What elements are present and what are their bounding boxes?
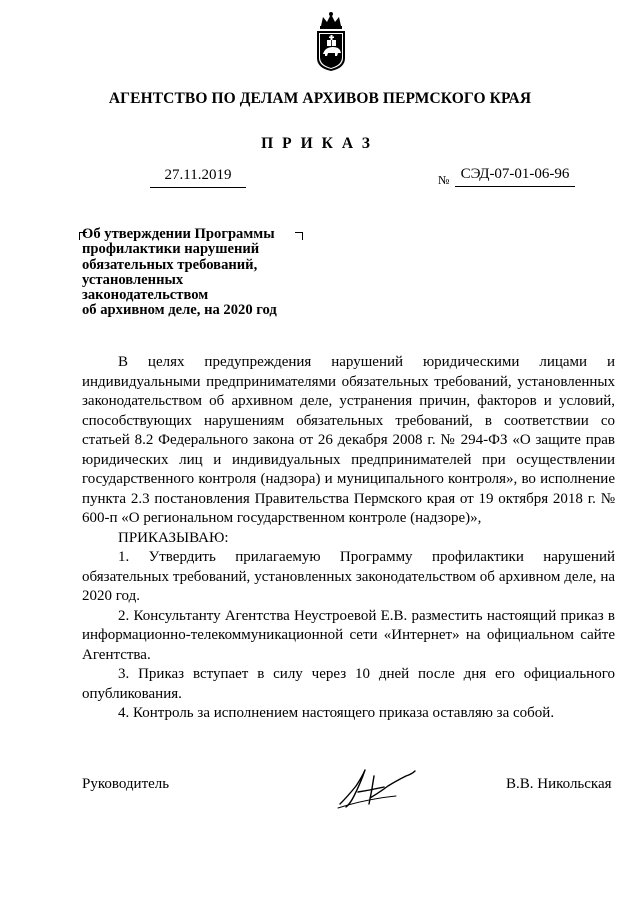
order-date: 27.11.2019 [150, 167, 246, 188]
number-sign: № [438, 173, 450, 187]
order-item: 4. Контроль за исполнением настоящего приказа оставляю за собой. [118, 705, 555, 721]
title-line: законодательством [82, 287, 209, 304]
order-item: 2. Консультанту Агентства Неустроевой Е.В. разместить настоящий приказ в информационно-телекоммуникационной сети «Интернет» на официальном сайте Агентства. [82, 607, 615, 663]
preamble-paragraph: В целях предупреждения нарушений юридическими лицами и индивидуальными предпринимателями обязательных требований, установленных законодательством об архивном деле, устранения причин, факторов и условий, способствующих нарушениям обязательных требований, в соответствии со статьей 8.2 Федерального закона от 26 декабря 2008 г. № 294-ФЗ «О защите прав юридических лиц и индивидуальных предпринимателей при осуществлении государственного контроля (надзора) и муниципального контроля», во исполнение пункта 2.3 постановления Правительства Пермского края от 19 октября 2018 г. № 600-п «О региональном государственном контроле (надзоре)», [82, 354, 615, 526]
agency-name: АГЕНТСТВО ПО ДЕЛАМ АРХИВОВ ПЕРМСКОГО КРАЯ [108, 90, 532, 107]
order-command: ПРИКАЗЫВАЮ: [118, 529, 229, 546]
handwritten-signature [336, 766, 418, 812]
order-item: 3. Приказ вступает в силу через 10 дней после дня его официального опубликования. [82, 666, 615, 702]
order-number: СЭД-07-01-06-96 [455, 166, 575, 187]
order-item: 1. Утвердить прилагаемую Программу профилактики нарушений обязательных требований, установленных законодательством об архивном деле, на 2020 год. [82, 549, 615, 604]
signatory-name: В.В. Никольская [506, 776, 612, 792]
title-line: установленных [82, 271, 184, 288]
title-line: профилактики нарушений [82, 241, 260, 258]
signatory-role: Руководитель [82, 776, 170, 792]
order-body [82, 353, 615, 724]
perm-krai-coat-of-arms-icon [311, 10, 351, 72]
title-line: обязательных требований, [82, 256, 258, 273]
title-line: Об утверждении Программы [82, 226, 275, 242]
document-type: ПРИКАЗ [261, 135, 379, 152]
order-title [82, 227, 297, 319]
title-line: об архивном деле, на 2020 год [82, 302, 277, 319]
